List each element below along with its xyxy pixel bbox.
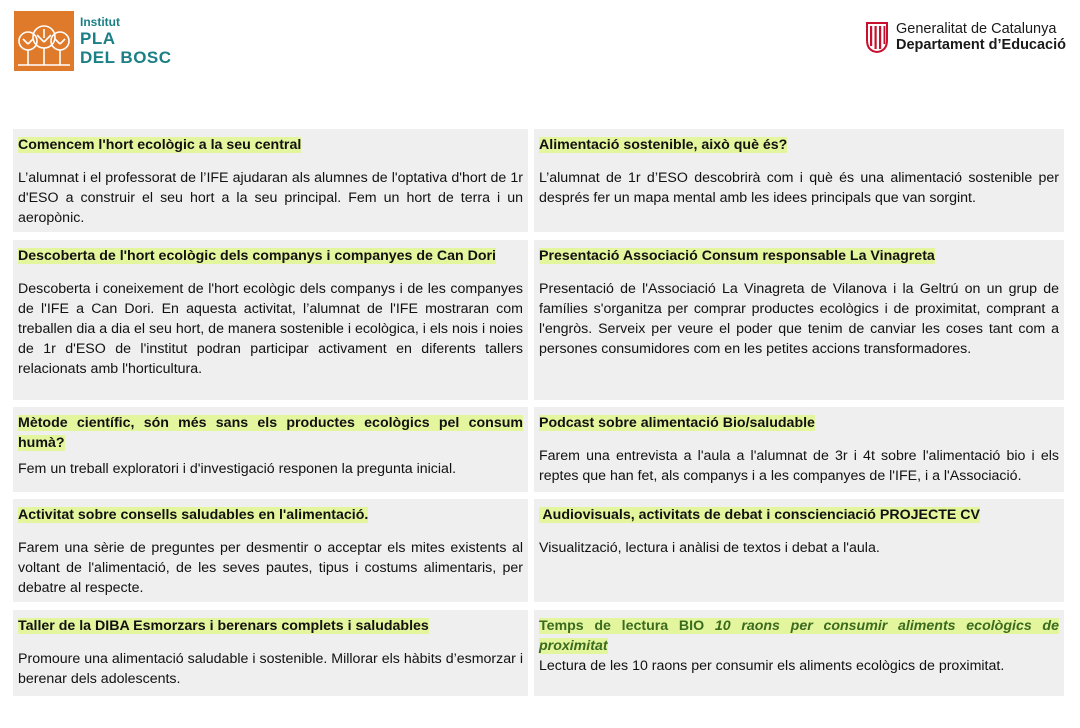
activity-title: Alimentació sostenible, això què és? (539, 137, 788, 153)
tree-icon (14, 11, 74, 71)
activity-card (13, 610, 528, 696)
activity-description: Lectura de les 10 raons per consumir els aliments ecològics de proximitat. (539, 658, 1005, 674)
activity-title: Comencem l'hort ecològic a la seu central (18, 137, 302, 153)
school-name-line3: DEL BOSC (80, 47, 172, 67)
activity-title: Taller de la DIBA Esmorzars i berenars complets i saludables (18, 618, 429, 634)
school-name (80, 16, 172, 67)
activity-title: Mètode científic, són més sans els productes ecològics pel consum humà? (18, 415, 523, 451)
activity-description: L’alumnat i el professorat de l’IFE ajudaran als alumnes de l'optativa d'hort de 1r d'ESO a construir el seu hort a la seu principal. Fem un hort de terra i un aeropònic. (18, 170, 523, 226)
senyera-icon (864, 20, 890, 54)
activity-card (534, 129, 1064, 232)
activity-description: Presentació de l'Associació La Vinagreta de Vilanova i la Geltrú on un grup de famílies s'organitza per comprar productes ecològics i de proximitat, comprant a l'engròs. Serveix per veure el poder que tenim de canviar les coses tant com a persones consumidores com en les petites accions transformadores. (539, 281, 1059, 357)
activity-title: Podcast sobre alimentació Bio/saludable (539, 415, 815, 431)
activity-description: Farem una entrevista a l'aula a l'alumnat de 3r i 4t sobre l'alimentació bio i els reptes que han fet, als companys i a les companyes de l'IFE, i a l'Associació. (539, 448, 1059, 484)
gov-logo-line2: Departament d’Educació (895, 37, 1066, 53)
activity-title: Descoberta de l'hort ecològic dels companys i companyes de Can Dori (18, 248, 497, 264)
activity-card (534, 240, 1064, 400)
gov-logo-line1: Generalitat de Catalunya (895, 21, 1057, 37)
activity-card (534, 407, 1064, 492)
activity-title: Activitat sobre consells saludables en l'alimentació. (18, 507, 369, 523)
activity-title-prefix: Temps de lectura BIO (539, 618, 715, 634)
activity-description: Fem un treball exploratori i d'investigació responen la pregunta inicial. (18, 461, 457, 477)
activity-description: L’alumnat de 1r d’ESO descobrirà com i què és una alimentació sostenible per després fer un mapa mental amb les idees principals que van sorgint. (539, 170, 1059, 206)
activity-description: Visualització, lectura i anàlisi de textos i debat a l'aula. (539, 540, 880, 556)
gov-logo (864, 20, 1066, 54)
activity-title: Presentació Associació Consum responsable La Vinagreta (539, 248, 935, 264)
school-name-line2: PLA (80, 28, 116, 48)
activity-description: Farem una sèrie de preguntes per desmentir o acceptar els mites existents al voltant de l'alimentació, de les seves pautes, tipus i costums alimentaris, per debatre al respecte. (18, 540, 523, 596)
activity-description: Descoberta i coneixement de l'hort ecològic dels companys i de les companyes de l'IFE a Can Dori. En aquesta activitat, l’alumnat de l'IFE mostraran com treballen dia a dia el seu hort, de manera sostenible i ecològica, i els nois i noies de 1r d'ESO de l'institut podran participar activament en diferents tallers relacionats amb l'horticultura. (18, 281, 523, 377)
activity-title (539, 616, 1059, 656)
activity-card (13, 499, 528, 602)
school-name-line1: Institut (80, 14, 120, 29)
activity-card (13, 129, 528, 232)
activity-card (13, 240, 528, 400)
activity-card (534, 610, 1064, 696)
activity-card (13, 407, 528, 492)
activity-card (534, 499, 1064, 602)
activity-description: Promoure una alimentació saludable i sostenible. Millorar els hàbits d’esmorzar i berenar dels adolescents. (18, 651, 523, 687)
activity-title-italic: 10 raons per consumir aliments ecològics de proximitat (539, 618, 1059, 654)
activity-title: Audiovisuals, activitats de debat i conscienciació PROJECTE CV (539, 507, 980, 523)
school-logo (14, 9, 186, 73)
